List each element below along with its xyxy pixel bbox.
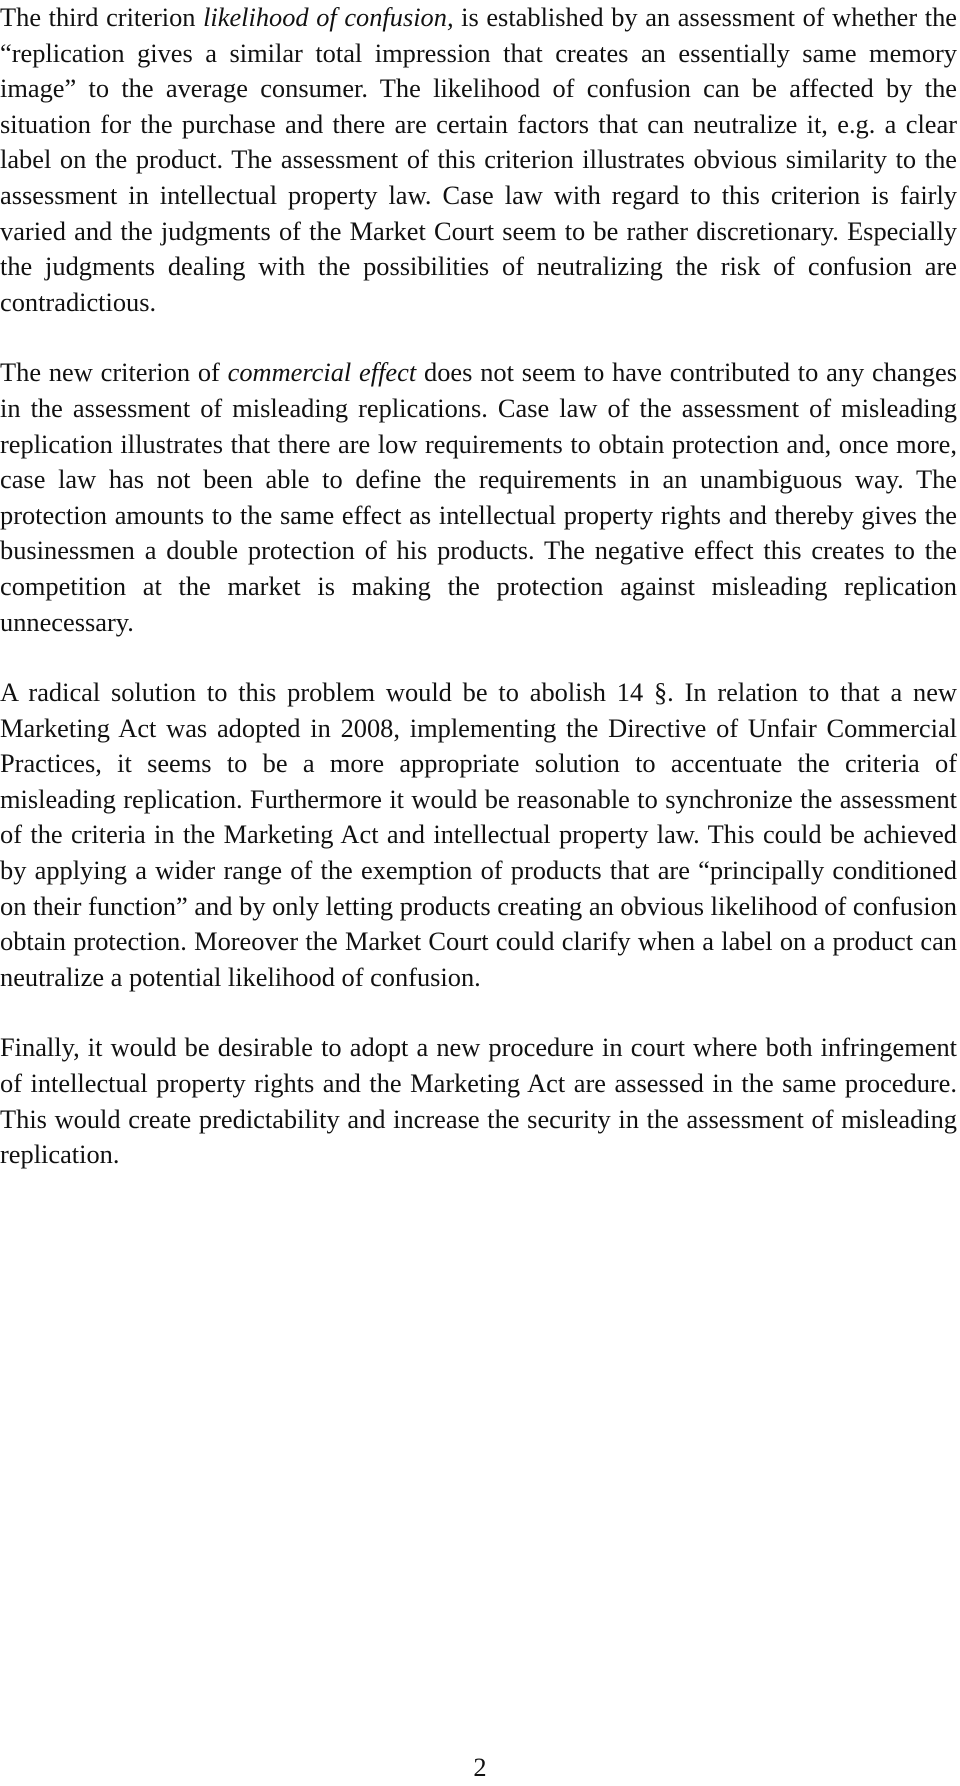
paragraph-radical-solution: A radical solution to this problem would be to abolish 14 §. In relation to that a new Marketing Act was adopted in 2008, implementing the Directive of Unfair Commercial Practices, it seems to be a more appropriate solution to accentuate the criteria of misleading replication. Furthermore it would be reasonable to synchronize the assessment of the criteria in the Marketing Act and intellectual property law. This could be achieved by applying a wider range of the exemption of products that are “principally conditioned on their function” and by only letting products creating an obvious likelihood of confusion obtain protection. Moreover the Market Court could clarify when a label on a product can neutralize a potential likelihood of confusion. bbox=[0, 677, 957, 992]
paragraph-commercial-effect: The new criterion of commercial effect does not seem to have contributed to any changes in the assessment of misleading replications. Case law of the assessment of misleading replication illustrates that there are low requirements to obtain protection and, once more, case law has not been able to define the requirements in an unambiguous way. The protection amounts to the same effect as intellectual property rights and thereby gives the businessmen a double protection of his products. The negative effect this creates to the competition at the market is making the protection against misleading replication unnecessary. bbox=[0, 357, 957, 637]
paragraph-likelihood-of-confusion: The third criterion likelihood of confusion, is established by an assessment of whether the “replication gives a similar total impression that creates an essentially same memory image” to the average consumer. The likelihood of confusion can be affected by the situation for the purchase and there are certain factors that can neutralize it, e.g. a clear label on the product. The assessment of this criterion illustrates obvious similarity to the assessment in intellectual property law. Case law with regard to this criterion is fairly varied and the judgments of the Market Court seem to be rather discretionary. Especially the judgments dealing with the possibilities of neutralizing the risk of confusion are contradictious. bbox=[0, 2, 957, 317]
paragraph-new-procedure: Finally, it would be desirable to adopt a new procedure in court where both infringement of intellectual property rights and the Marketing Act are assessed in the same procedure. This would create predictability and increase the security in the assessment of misleading replication. bbox=[0, 1032, 957, 1170]
page-number: 2 bbox=[473, 1752, 487, 1782]
